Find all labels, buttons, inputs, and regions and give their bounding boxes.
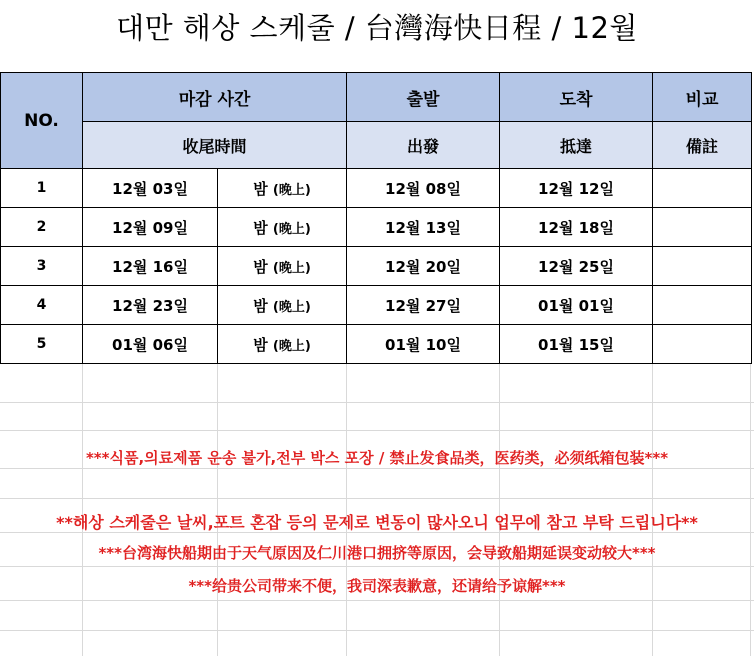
deadline-date: 01월 06일 bbox=[83, 325, 218, 364]
departure-date: 12월 27일 bbox=[347, 286, 500, 325]
schedule-table bbox=[0, 72, 752, 364]
time-ko: 밤 bbox=[253, 218, 268, 237]
time-zh: (晚上) bbox=[272, 299, 311, 315]
departure-date: 12월 08일 bbox=[347, 169, 500, 208]
header-remarks-zh: 備註 bbox=[653, 122, 752, 169]
table-row bbox=[1, 325, 752, 364]
header-row-korean bbox=[1, 73, 752, 122]
arrival-date: 01월 15일 bbox=[500, 325, 653, 364]
remarks-cell bbox=[653, 247, 752, 286]
deadline-date: 12월 23일 bbox=[83, 286, 218, 325]
header-arrival-ko: 도착 bbox=[500, 73, 653, 122]
time-zh: (晚上) bbox=[272, 182, 311, 198]
remarks-cell bbox=[653, 286, 752, 325]
deadline-time bbox=[218, 169, 347, 208]
arrival-date: 12월 18일 bbox=[500, 208, 653, 247]
departure-date: 01월 10일 bbox=[347, 325, 500, 364]
time-zh: (晚上) bbox=[272, 260, 311, 276]
departure-date: 12월 20일 bbox=[347, 247, 500, 286]
grid-line bbox=[0, 630, 754, 631]
notice-packaging: ***식품,의료제품 운송 불가,전부 박스 포장 / 禁止发食品类，医药类，必须纸箱包装*** bbox=[85, 449, 669, 467]
arrival-date: 01월 01일 bbox=[500, 286, 653, 325]
grid-line bbox=[0, 600, 754, 601]
remarks-cell bbox=[653, 208, 752, 247]
table-row bbox=[1, 286, 752, 325]
arrival-date: 12월 25일 bbox=[500, 247, 653, 286]
grid-line bbox=[0, 498, 754, 499]
header-departure-zh: 出發 bbox=[347, 122, 500, 169]
deadline-date: 12월 09일 bbox=[83, 208, 218, 247]
row-no: 5 bbox=[1, 325, 83, 364]
time-zh: (晚上) bbox=[272, 338, 311, 354]
time-ko: 밤 bbox=[253, 335, 268, 354]
notice-schedule-change-ko: **해상 스케줄은 날씨,포트 혼잡 등의 문제로 변동이 많사오니 업무에 참고 부탁 드립니다** bbox=[56, 513, 698, 532]
grid-line bbox=[0, 566, 754, 567]
table-row bbox=[1, 169, 752, 208]
departure-date: 12월 13일 bbox=[347, 208, 500, 247]
time-ko: 밤 bbox=[253, 296, 268, 315]
remarks-cell bbox=[653, 325, 752, 364]
header-deadline-ko: 마감 사간 bbox=[83, 73, 347, 122]
header-departure-ko: 출발 bbox=[347, 73, 500, 122]
header-deadline-zh: 收尾時間 bbox=[83, 122, 347, 169]
table-row bbox=[1, 247, 752, 286]
time-zh: (晚上) bbox=[272, 221, 311, 237]
arrival-date: 12월 12일 bbox=[500, 169, 653, 208]
grid-line bbox=[0, 468, 754, 469]
grid-line bbox=[0, 430, 754, 431]
deadline-time bbox=[218, 286, 347, 325]
header-no: NO. bbox=[1, 73, 83, 169]
remarks-cell bbox=[653, 169, 752, 208]
row-no: 2 bbox=[1, 208, 83, 247]
deadline-time bbox=[218, 325, 347, 364]
row-no: 1 bbox=[1, 169, 83, 208]
header-arrival-zh: 抵達 bbox=[500, 122, 653, 169]
row-no: 3 bbox=[1, 247, 83, 286]
row-no: 4 bbox=[1, 286, 83, 325]
deadline-time bbox=[218, 247, 347, 286]
notice-schedule-change-zh: ***台湾海快船期由于天气原因及仁川港口拥挤等原因，会导致船期延误变动较大*** bbox=[98, 544, 656, 562]
deadline-date: 12월 03일 bbox=[83, 169, 218, 208]
page-title: 대만 해상 스케줄 / 台灣海快日程 / 12월 bbox=[116, 11, 638, 45]
time-ko: 밤 bbox=[253, 257, 268, 276]
table-row bbox=[1, 208, 752, 247]
time-ko: 밤 bbox=[253, 179, 268, 198]
grid-line bbox=[0, 402, 754, 403]
notice-apology: ***给贵公司带来不便，我司深表歉意，还请给予谅解*** bbox=[188, 577, 566, 595]
header-row-chinese bbox=[1, 122, 752, 169]
header-remarks-ko: 비교 bbox=[653, 73, 752, 122]
deadline-time bbox=[218, 208, 347, 247]
deadline-date: 12월 16일 bbox=[83, 247, 218, 286]
